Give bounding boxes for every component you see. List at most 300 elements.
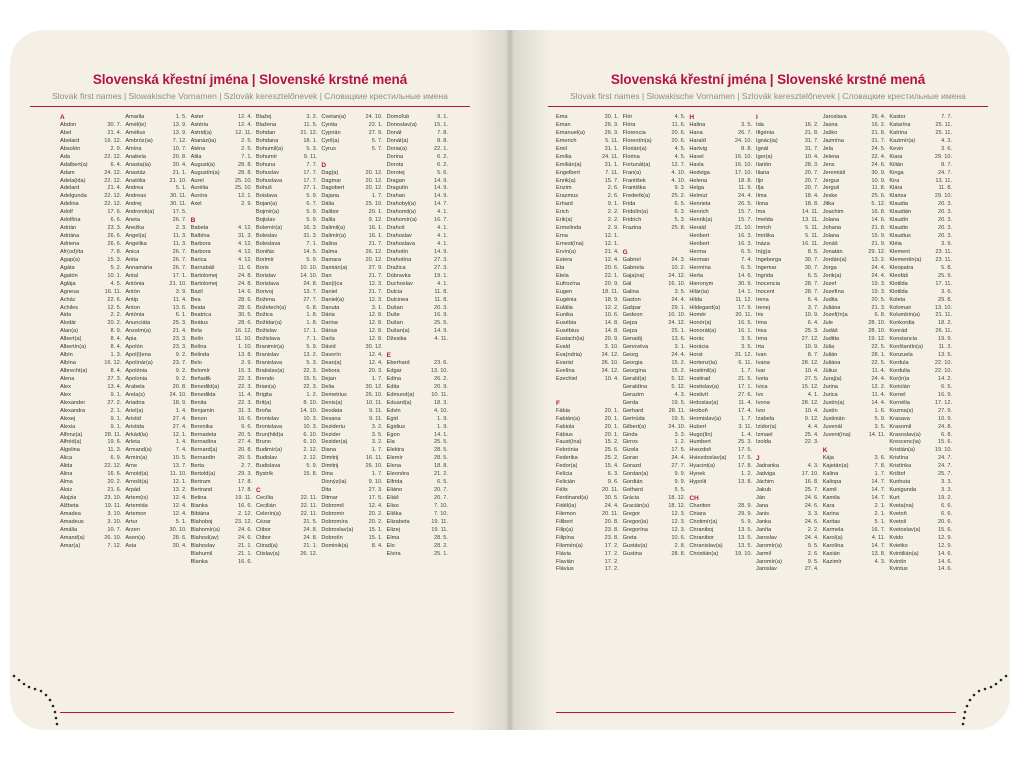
first-name: Cyrus (321, 145, 336, 152)
first-name: Evarist (556, 360, 574, 367)
name-entry (321, 463, 382, 471)
first-name: Herma (689, 248, 707, 255)
name-entry (256, 543, 317, 551)
name-day-date: 25. 7. (804, 487, 819, 494)
first-name: Eugen (556, 288, 573, 295)
name-day-date: 26. 4. (871, 114, 886, 120)
name-entry (125, 170, 186, 178)
first-name: Donoslav(a) (386, 121, 417, 128)
name-day-date: 30. 4. (172, 161, 187, 168)
first-name: Inocencia (756, 280, 780, 287)
name-entry (387, 241, 448, 249)
name-entry (125, 201, 186, 209)
name-entry (125, 305, 186, 313)
first-name: Chraniboj (689, 526, 714, 533)
first-name: Kinga (889, 169, 904, 176)
first-name: Arela(s) (125, 391, 145, 398)
name-entry (756, 566, 819, 574)
name-day-date: 24. 7. (938, 169, 953, 176)
first-name: Katrína (889, 129, 908, 136)
name-day-date: 21. 7. (368, 272, 383, 279)
first-name: Alan(a) (60, 328, 79, 335)
name-day-date: 4. 1. (437, 241, 448, 247)
name-day-date: 9. 1. (110, 391, 122, 398)
name-entry (889, 344, 952, 352)
first-name: Humbert (689, 439, 711, 446)
name-day-date: 10. 4. (804, 153, 819, 160)
name-day-date: 28. 12. (801, 360, 819, 367)
name-day-date: 25. 10. (365, 201, 383, 208)
name-day-date: 1. 4. (175, 439, 187, 446)
name-entry (191, 185, 252, 193)
name-entry (387, 154, 448, 162)
first-name: Arne (125, 463, 138, 470)
name-entry (623, 170, 686, 178)
first-name: Federika (556, 455, 578, 462)
left-page-title: Slovenská křestní jména | Slovenské krstné mená (92, 72, 408, 87)
name-day-date: 25. 5. (433, 320, 448, 327)
first-name: Bibiána (190, 510, 210, 517)
name-day-date: 6. 6. (941, 502, 953, 509)
name-day-date: 3. 5. (741, 121, 753, 128)
name-day-date: 16. 2. (804, 121, 819, 128)
first-name: Hermína (689, 264, 711, 271)
first-name: Jozef (822, 280, 837, 287)
left-page-subtitle: Slovak first names | Slowakische Vornamen | Szlovák keresztelőnevek | Словацкие крестильные имена (52, 91, 448, 101)
name-day-date: 14. 9. (433, 177, 448, 184)
name-entry (191, 241, 252, 249)
name-day-date: 26. 6. (107, 233, 122, 240)
name-day-date: 16. 3. (738, 241, 753, 247)
first-name: Kurt (889, 495, 900, 501)
name-entry (125, 368, 186, 376)
name-day-date: 2. 5. (241, 137, 252, 144)
first-name: Aristid (125, 415, 141, 422)
name-day-date: 20. 5. (237, 431, 252, 438)
name-day-date: 25. 11. (935, 121, 953, 128)
first-name: Georgína (622, 368, 646, 374)
name-entry (889, 273, 952, 281)
name-entry (60, 312, 121, 320)
name-day-date: 5. 9. (306, 256, 318, 263)
name-entry (623, 209, 686, 217)
name-entry (889, 305, 952, 313)
name-entry (387, 178, 448, 186)
name-day-date: 2. 2. (607, 217, 619, 224)
first-name: Dobromir (321, 510, 345, 517)
first-name: Donát (386, 129, 402, 136)
name-entry (256, 178, 317, 186)
name-day-date: 25. 5. (433, 439, 448, 446)
name-day-date: 6. 4. (807, 320, 819, 327)
name-entry (823, 535, 886, 543)
name-day-date: 13. 2. (303, 352, 318, 359)
name-day-date: 12. 7. (671, 161, 686, 168)
first-name: Ifigénia (756, 129, 775, 136)
name-day-date: 14. 1. (433, 431, 448, 438)
name-entry (125, 154, 186, 162)
first-name: Donát(a) (386, 137, 409, 144)
name-entry (125, 432, 186, 440)
name-entry (387, 170, 448, 178)
first-name: Bohdana (255, 137, 279, 144)
name-day-date: 3. 6. (941, 288, 953, 295)
first-name: Budislava (255, 463, 281, 470)
first-name: Alfréd(a) (60, 439, 82, 446)
first-name: Aténa (190, 145, 206, 152)
first-name: Alex (60, 383, 71, 390)
first-name: Juliána (822, 360, 841, 367)
name-day-date: 6. 5. (674, 201, 686, 208)
name-day-date: 20. 3. (433, 304, 448, 311)
name-entry (689, 376, 752, 384)
name-entry (256, 551, 317, 559)
name-entry (321, 217, 382, 225)
name-entry (689, 471, 752, 479)
name-day-date: 16. 10. (734, 161, 753, 168)
name-day-date: 21. 4. (107, 185, 122, 192)
first-name: Bazil (190, 288, 203, 295)
name-day-date: 13. 2. (172, 487, 187, 494)
name-entry (689, 209, 752, 217)
first-name: Dražica (386, 264, 406, 271)
name-entry (823, 384, 886, 392)
first-name: Iljo (756, 177, 764, 184)
first-name: Drahobyl(a) (386, 201, 416, 208)
name-entry (756, 328, 819, 336)
name-day-date: 20. 2. (107, 320, 122, 327)
first-name: Jerguš (822, 185, 840, 192)
name-day-date: 24. 8. (938, 423, 953, 430)
first-name: Filipína (556, 534, 575, 541)
name-entry (60, 495, 121, 503)
first-name: Felícia (556, 471, 573, 478)
name-entry (689, 178, 752, 186)
name-day-date: 16. 3. (303, 225, 318, 232)
name-day-date: 13. 5. (738, 542, 753, 549)
section-letter: G (622, 248, 628, 256)
name-day-date: 6. 5. (741, 248, 753, 255)
name-entry (387, 225, 448, 233)
name-entry (623, 543, 686, 551)
first-name: Frida (622, 201, 636, 208)
first-name: Krasava (889, 415, 910, 422)
name-entry (387, 130, 448, 138)
name-entry (387, 249, 448, 257)
first-name: Kastor (889, 114, 906, 120)
first-name: Benedikt(a) (190, 383, 220, 390)
first-name: Ilma (756, 193, 767, 200)
first-name: Aurélia (190, 185, 209, 192)
name-entry (125, 185, 186, 193)
first-name: Herald (689, 225, 706, 232)
first-name: Eufrozína (556, 280, 580, 287)
name-entry (889, 241, 952, 249)
name-day-date: 9. 1. (110, 415, 122, 422)
first-name: Dagobert (321, 185, 345, 192)
first-name: Apolón (125, 344, 143, 351)
name-day-date: 15. 1. (433, 121, 448, 128)
name-day-date: 27. 2. (107, 399, 122, 406)
name-day-date: 15. 7. (604, 177, 619, 184)
name-entry (125, 297, 186, 305)
name-entry (387, 543, 448, 551)
name-day-date: 17. 5. (368, 495, 383, 501)
name-day-date: 14. 6. (938, 566, 953, 573)
name-day-date: 17. 1. (738, 383, 753, 390)
name-entry (125, 146, 186, 154)
name-entry (321, 495, 382, 503)
first-name: Greta (622, 534, 637, 541)
first-name: Horst (689, 352, 703, 359)
name-day-date: 20. 3. (938, 217, 953, 224)
first-name: Bernadína (190, 439, 217, 446)
name-day-date: 23. 10. (104, 495, 122, 501)
first-name: Alžbeta (60, 502, 79, 509)
name-entry (556, 447, 619, 455)
first-name: Agatón (60, 272, 78, 279)
first-name: Božislav (255, 328, 277, 335)
first-name: Július (822, 368, 837, 374)
name-entry (387, 193, 448, 201)
name-entry (823, 320, 886, 328)
name-day-date: 4. 11. (871, 534, 886, 541)
name-day-date: 22. 11. (300, 495, 318, 501)
name-entry (256, 424, 317, 432)
name-entry (125, 384, 186, 392)
name-day-date: 24. 6. (237, 534, 252, 541)
name-day-date: 6. 4. (110, 161, 122, 168)
name-entry (321, 360, 382, 368)
first-name: Antón (125, 288, 140, 295)
first-name: Dušan (386, 304, 403, 311)
name-entry (623, 360, 686, 368)
name-day-date: 8. 5. (807, 248, 819, 255)
name-day-date: 24. 10. (734, 137, 753, 144)
name-entry (321, 265, 382, 273)
name-day-date: 9. 2. (175, 375, 187, 382)
name-entry (889, 130, 952, 138)
first-name: Kornélia (889, 399, 910, 406)
first-name: Ingeborga (756, 256, 782, 263)
name-day-date: 20. 8. (172, 153, 187, 160)
first-name: Flóra (622, 121, 636, 128)
first-name: Herta (689, 272, 704, 279)
name-entry (256, 225, 317, 233)
name-day-date: 25. 6. (871, 193, 886, 200)
name-day-date: 5. 3. (674, 217, 686, 224)
name-day-date: 11. 10. (235, 336, 252, 343)
first-name: Hypolit (689, 479, 707, 486)
name-entry (191, 471, 252, 479)
first-name: Amand(a) (60, 534, 85, 541)
first-name: Adriána (60, 233, 80, 240)
name-day-date: 11. 10. (169, 471, 187, 478)
name-day-date: 28. 7. (804, 288, 819, 295)
name-day-date: 4. 5. (674, 114, 686, 120)
name-day-date: 22. 3. (237, 375, 252, 382)
name-entry (623, 281, 686, 289)
name-day-date: 13. 6. (671, 336, 686, 343)
first-name: Antónia (125, 280, 145, 287)
name-day-date: 19. 11. (104, 502, 122, 509)
first-name: Dušan (386, 320, 403, 327)
first-name: Dalimír(a) (321, 233, 346, 240)
name-day-date: 30. 11. (169, 193, 187, 200)
first-name: Edita (386, 383, 400, 390)
name-entry (823, 511, 886, 519)
name-entry (60, 201, 121, 209)
name-day-date: 22. 12. (104, 463, 122, 470)
name-entry (756, 432, 819, 440)
first-name: Henrik(a) (689, 217, 713, 224)
name-entry (387, 455, 448, 463)
name-day-date: 25. 10. (234, 185, 252, 192)
first-name: Kvintilián(a) (889, 550, 919, 557)
name-entry (823, 249, 886, 257)
name-day-date: 6. 2. (437, 161, 448, 168)
first-name: Helmut (689, 193, 708, 200)
name-entry (125, 495, 186, 503)
name-day-date: 24. 8. (303, 534, 318, 541)
name-entry (756, 297, 819, 305)
name-column (823, 114, 890, 574)
name-entry (756, 305, 819, 313)
name-day-date: 5. 11. (805, 225, 819, 232)
name-day-date: 22. 3. (804, 439, 819, 446)
name-day-date: 27. 9. (368, 264, 383, 271)
name-entry (823, 376, 886, 384)
name-day-date: 11. 3. (107, 447, 122, 454)
name-day-date: 16. 3. (738, 233, 753, 240)
name-entry (125, 273, 186, 281)
first-name: Daniel(a) (321, 296, 345, 303)
name-day-date: 17. 5. (172, 209, 187, 216)
name-entry (689, 527, 752, 535)
name-day-date: 2. 5. (241, 145, 252, 152)
first-name: Gizela (622, 447, 639, 454)
name-day-date: 17. 2. (604, 558, 619, 565)
name-day-date: 1. 4. (741, 431, 753, 438)
name-day-date: 26. 10. (104, 534, 122, 541)
corner-dots-decoration (950, 670, 1010, 730)
name-entry (321, 376, 382, 384)
first-name: Kvetoň (889, 510, 907, 517)
name-entry (689, 130, 752, 138)
name-entry (256, 432, 317, 440)
name-day-date: 27. 4. (804, 566, 819, 573)
name-entry (556, 432, 619, 440)
first-name: Jens (822, 161, 835, 168)
first-name: Koleta (889, 296, 906, 303)
name-day-date: 5. 12. (671, 383, 686, 390)
name-day-date: 10. 7. (172, 145, 187, 152)
first-name: Gorazd (622, 463, 642, 470)
name-entry (256, 257, 317, 265)
name-entry (556, 360, 619, 368)
name-entry (256, 289, 317, 297)
name-day-date: 25. 6. (604, 447, 619, 454)
first-name: Ginda (622, 431, 638, 438)
first-name: Julián (822, 352, 838, 359)
name-day-date: 24. 6. (804, 502, 819, 509)
name-day-date: 6. 3. (607, 471, 619, 478)
name-entry (823, 297, 886, 305)
first-name: Apol(l)ena (125, 352, 151, 359)
name-day-date: 22. 10. (934, 360, 953, 367)
first-name: Betina (190, 495, 207, 501)
first-name: Albín (60, 352, 73, 359)
name-entry (889, 265, 952, 273)
name-day-date: 2. 6. (607, 193, 619, 200)
first-name: Balbína (190, 233, 210, 240)
name-entry (125, 162, 186, 170)
name-day-date: 25. 10. (234, 177, 252, 184)
first-name: Jorga (822, 264, 837, 271)
corner-dots-decoration (10, 670, 70, 730)
first-name: Anzelm(a) (125, 328, 151, 335)
name-entry (125, 400, 186, 408)
name-day-date: 3. 3. (674, 431, 686, 438)
name-day-date: 29. 3. (237, 471, 252, 478)
name-entry (60, 217, 121, 225)
name-day-date: 16. 7. (433, 217, 448, 224)
name-day-date: 5. 12. (671, 375, 686, 382)
name-day-date: 30. 12. (365, 383, 383, 390)
name-entry (823, 162, 886, 170)
spacer (556, 384, 619, 392)
name-entry (387, 320, 448, 328)
name-day-date: 20. 1. (604, 431, 619, 438)
name-day-date: 5. 9. (741, 518, 753, 525)
name-entry (191, 352, 252, 360)
first-name: Klement (889, 248, 910, 255)
name-day-date: 3. 3. (941, 487, 953, 494)
name-entry (623, 416, 686, 424)
name-day-date: 20. 12. (365, 169, 383, 176)
first-name: Eta (556, 264, 565, 271)
first-name: Duše (386, 312, 400, 319)
name-day-date: 17. 2. (604, 542, 619, 549)
first-name: Dalibor (321, 209, 340, 216)
name-entry (823, 503, 886, 511)
name-entry (191, 122, 252, 130)
name-entry (60, 320, 121, 328)
name-entry (823, 114, 886, 122)
name-day-date: 2. 9. (241, 201, 252, 208)
first-name: Andrea (125, 185, 144, 192)
first-name: Ignát (756, 145, 769, 152)
name-day-date: 28. 6. (237, 320, 252, 327)
name-day-date: 2. 6. (807, 550, 819, 557)
name-entry (387, 384, 448, 392)
name-entry (823, 424, 886, 432)
name-day-date: 10. 3. (303, 423, 318, 430)
name-entry (823, 559, 886, 567)
first-name: Bohumil(a) (255, 145, 284, 152)
name-day-date: 16. 9. (938, 391, 953, 398)
name-entry (125, 527, 186, 535)
name-entry (256, 447, 317, 455)
name-day-date: 14. 5. (303, 248, 318, 255)
name-entry (387, 289, 448, 297)
name-entry (256, 439, 317, 447)
name-entry (256, 463, 317, 471)
name-day-date: 20. 7. (433, 495, 448, 501)
name-entry (623, 487, 686, 495)
name-entry (125, 281, 186, 289)
first-name: Kvetoš (889, 518, 907, 525)
